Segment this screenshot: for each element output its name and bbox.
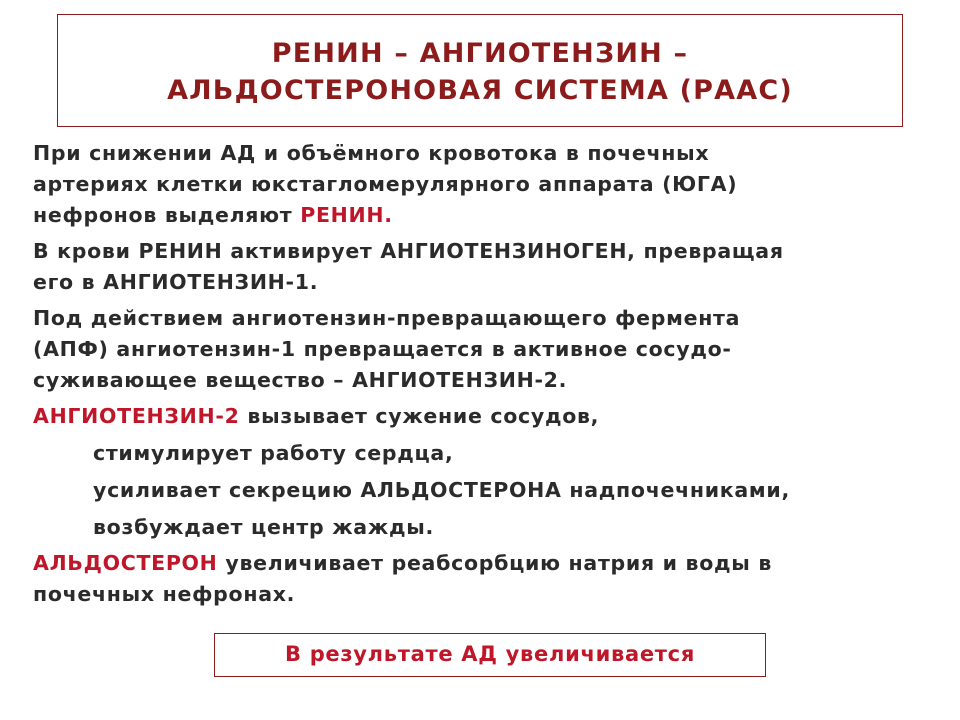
p1-line-3 [33,200,933,231]
paragraph-angiotensin-2 [33,401,933,543]
p2-renin: РЕНИН [138,239,223,263]
p1-line-3-text: нефронов выделяют [33,203,301,227]
p4-line-2: стимулирует работу сердца, [93,441,454,465]
p3-line-3: суживающее вещество – АНГИОТЕНЗИН-2. [33,368,568,392]
renin-highlight: РЕНИН. [300,203,393,227]
p2-prefix: В крови [33,239,139,263]
title-line-1: РЕНИН – АНГИОТЕНЗИН – [271,38,689,69]
p4-line-4: возбуждает центр жажды. [93,515,434,539]
paragraph-renin-release [33,138,933,231]
p4-line-1 [33,401,933,432]
p5-line-1 [33,548,933,579]
paragraph-ace [33,303,933,396]
angiotensin-2-highlight: АНГИОТЕНЗИН-2 [33,404,240,428]
title-box [57,14,903,127]
p3-line-2: (АПФ) ангиотензин-1 превращается в активное сосудо- [33,337,732,361]
p5-line-1-text: увеличивает реабсорбцию натрия и воды в [217,551,773,575]
p4-line-3: усиливает секрецию АЛЬДОСТЕРОНА надпочечниками, [93,478,790,502]
p2-line-1 [33,236,933,267]
p5-line-2: почечных нефронах. [33,582,296,606]
body-text [33,138,933,615]
paragraph-angiotensinogen [33,236,933,298]
result-box: В результате АД увеличивается [214,633,766,677]
p2-rest: активирует АНГИОТЕНЗИНОГЕН, превращая [222,239,784,263]
p1-line-2: артериях клетки юкстагломерулярного аппарата (ЮГА) [33,172,738,196]
p4-line-1-text: вызывает сужение сосудов, [239,404,600,428]
aldosterone-highlight: АЛЬДОСТЕРОН [33,551,218,575]
title-line-2: АЛЬДОСТЕРОНОВАЯ СИСТЕМА (РААС) [167,75,793,106]
paragraph-aldosterone [33,548,933,610]
p1-line-1: При снижении АД и объёмного кровотока в почечных [33,141,710,165]
p2-line-2: его в АНГИОТЕНЗИН-1. [33,270,319,294]
p3-line-1: Под действием ангиотензин-превращающего фермента [33,306,741,330]
